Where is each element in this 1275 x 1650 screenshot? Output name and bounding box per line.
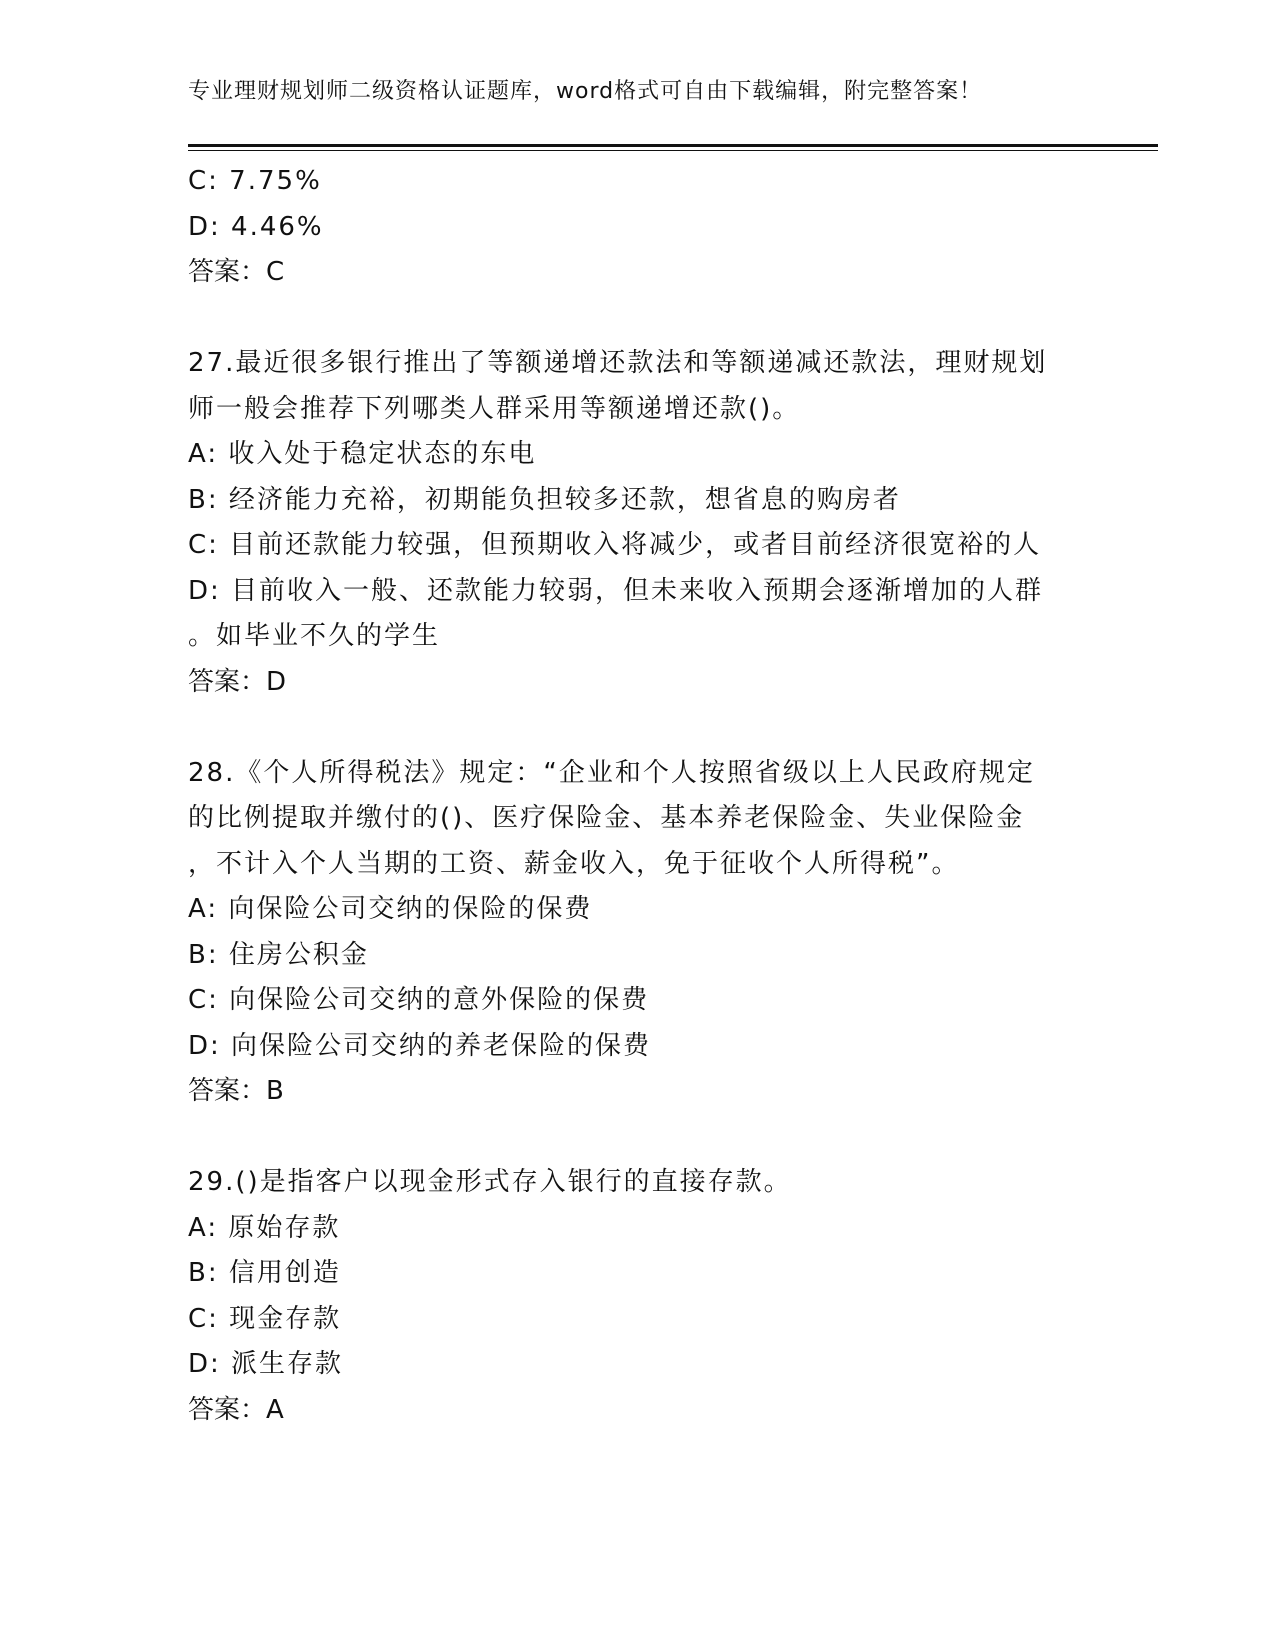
question-stem-line: 28.《个人所得税法》规定：“企业和个人按照省级以上人民政府规定 [188,757,1035,788]
answer-line: 答案：D [188,666,287,697]
question-stem-line: 师一般会推荐下列哪类人群采用等额递增还款()。 [188,393,801,424]
option-line: B: 住房公积金 [188,939,369,970]
option-line: B: 信用创造 [188,1258,341,1288]
option-line: C: 目前还款能力较强，但预期收入将减少，或者目前经济很宽裕的人 [188,530,1042,560]
option-line: C: 7.75% [188,166,322,196]
answer-line: 答案：B [188,1076,284,1106]
option-line: A: 收入处于稳定状态的东电 [188,439,537,469]
document-body [188,159,1088,1433]
question-stem-line: 27.最近很多银行推出了等额递增还款法和等额递减还款法，理财规划 [188,348,1048,378]
option-line: A: 向保险公司交纳的保险的保费 [188,894,593,924]
header-rule-thin [188,150,1158,151]
option-line: D: 派生存款 [188,1349,344,1379]
spacer [188,296,1088,342]
option-line: C: 向保险公司交纳的意外保险的保费 [188,985,650,1015]
option-line: A: 原始存款 [188,1212,341,1243]
question-stem-line: 的比例提取并缴付的()、医疗保险金、基本养老保险金、失业保险金 [188,803,1025,833]
option-line: D: 向保险公司交纳的养老保险的保费 [188,1030,652,1061]
option-line: B: 经济能力充裕，初期能负担较多还款，想省息的购房者 [188,484,901,515]
option-line: 。如毕业不久的学生 [188,621,441,651]
question-stem-line: ，不计入个人当期的工资、薪金收入，免于征收个人所得税”。 [188,848,960,879]
page-header: 专业理财规划师二级资格认证题库，word格式可自由下载编辑，附完整答案！ [188,79,983,104]
spacer [188,1115,1088,1161]
question-stem-line: 29.()是指客户以现金形式存入银行的直接存款。 [188,1167,792,1197]
answer-line: 答案：C [188,257,285,287]
header-rule-thick [188,144,1158,147]
answer-line: 答案：A [188,1394,284,1425]
option-line: D: 目前收入一般、还款能力较弱，但未来收入预期会逐渐增加的人群 [188,575,1044,606]
option-line: D: 4.46% [188,211,324,242]
spacer [188,705,1088,751]
option-line: C: 现金存款 [188,1303,342,1334]
